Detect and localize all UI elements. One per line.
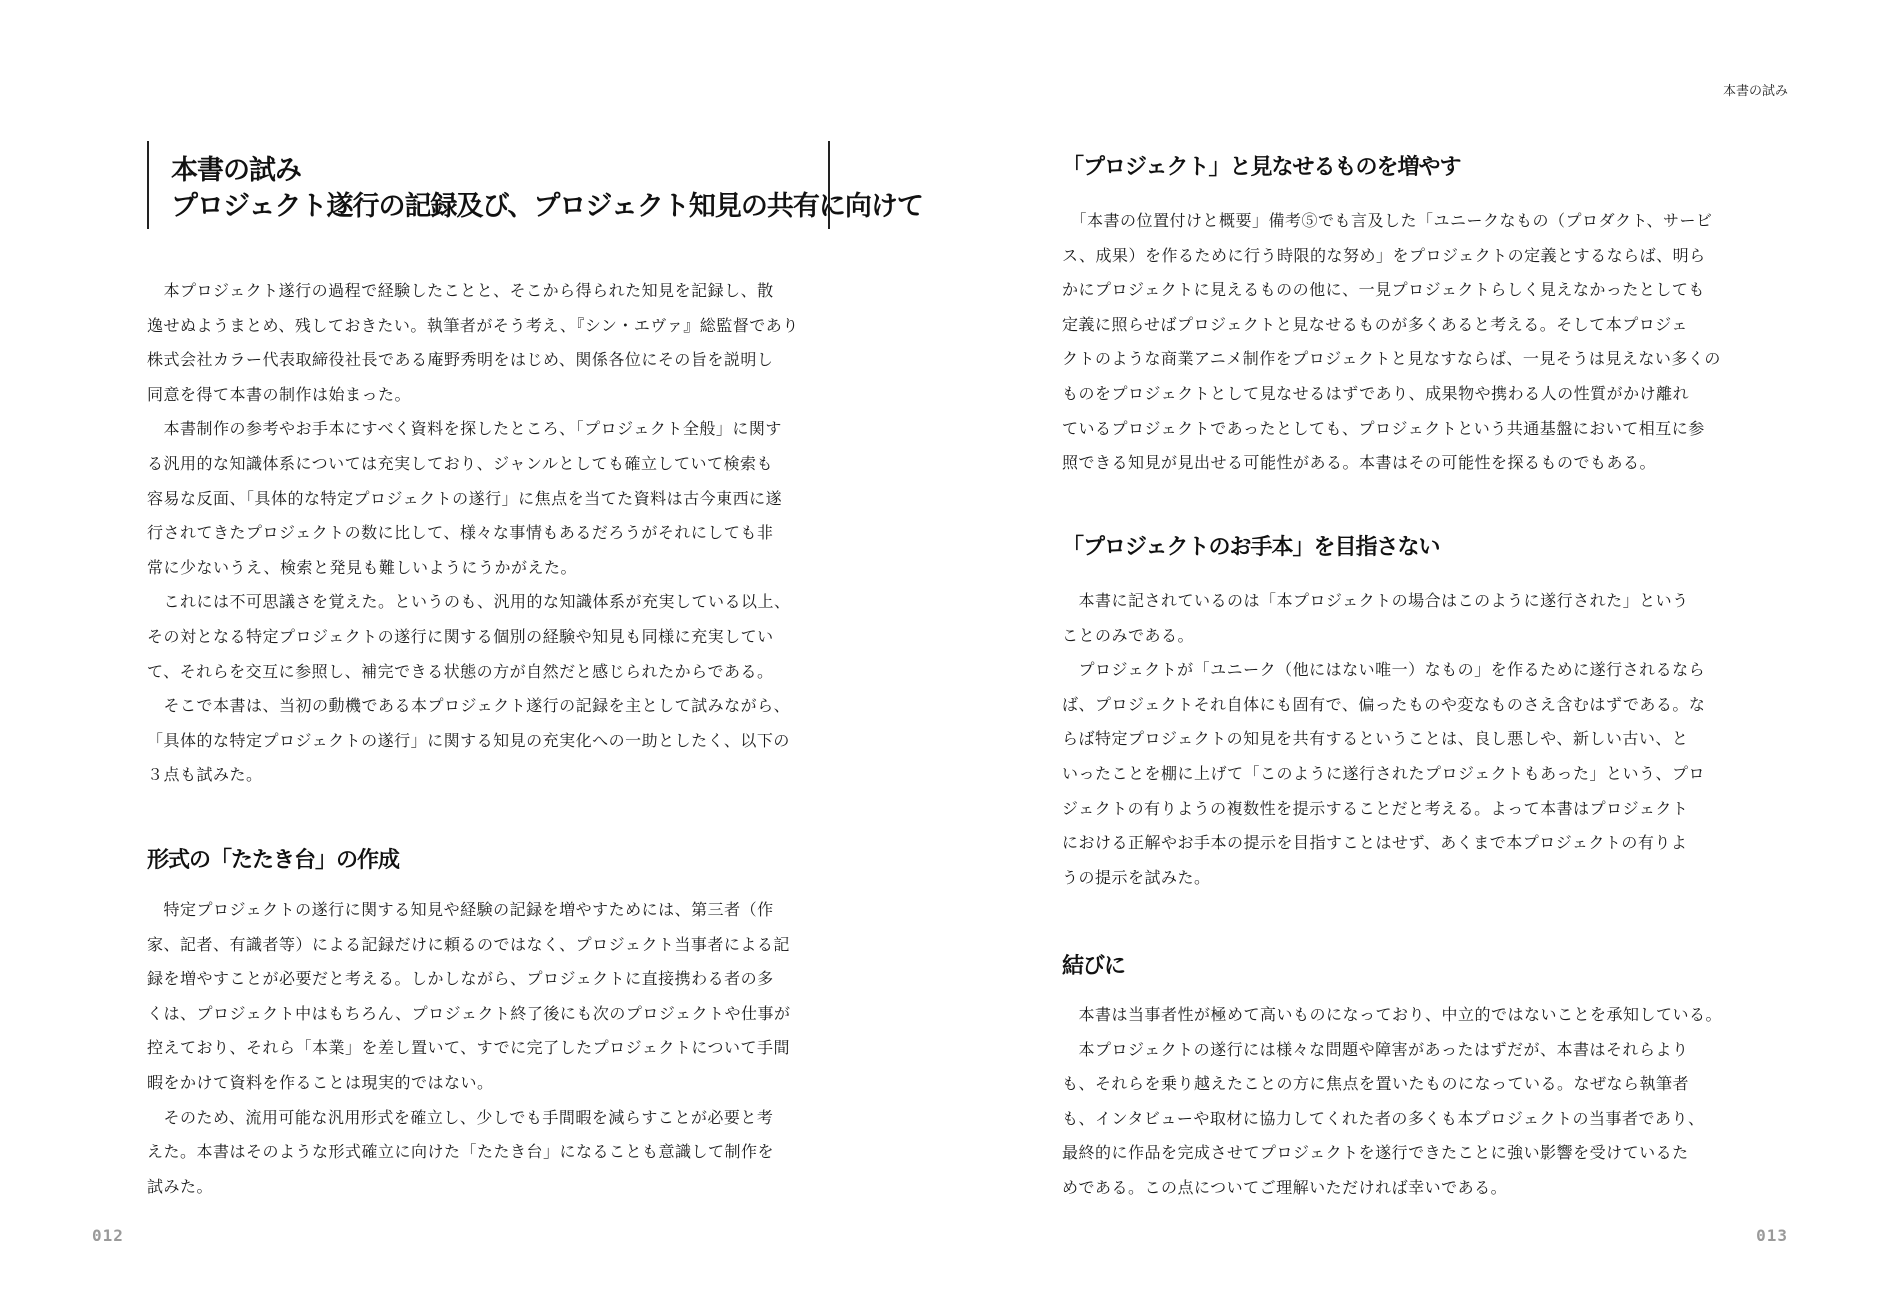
body-line: る汎用的な知識体系については充実しており、ジャンルとしても確立していて検索も xyxy=(147,453,773,473)
section-heading: 「プロジェクトのお手本」を目指さない xyxy=(1062,535,1440,560)
body-line: も、それらを乗り越えたことの方に焦点を置いたものになっている。なぜなら執筆者 xyxy=(1062,1074,1690,1094)
section-heading-block xyxy=(1062,153,1461,183)
body-line: そのため、流用可能な汎用形式を確立し、少しでも手間暇を減らすことが必要と考 xyxy=(147,1107,774,1127)
body-line: 株式会社カラー代表取締役社長である庵野秀明をはじめ、関係各位にその旨を説明し xyxy=(147,350,774,370)
body-line: も、インタビューや取材に協力してくれた者の多くも本プロジェクトの当事者であり、 xyxy=(1062,1108,1705,1128)
body-line: ３点も試みた。 xyxy=(147,765,263,785)
body-line: 容易な反面、「具体的な特定プロジェクトの遂行」に焦点を当てた資料は古今東西に遂 xyxy=(147,488,783,508)
section1-body xyxy=(147,893,791,1204)
body-line: ものをプロジェクトとして見なせるはずであり、成果物や携わる人の性質がかけ離れ xyxy=(1062,383,1690,403)
body-line: 家、記者、有識者等）による記録だけに頼るのではなく、プロジェクト当事者による記 xyxy=(147,934,790,954)
body-line: かにプロジェクトに見えるものの他に、一見プロジェクトらしく見えなかったとしても xyxy=(1062,280,1705,300)
right-page xyxy=(940,0,1880,1300)
body-line: 逸せぬようまとめ、残しておきたい。執筆者がそう考え、『シン・エヴァ』総監督であり xyxy=(147,315,799,335)
body-line: くは、プロジェクト中はもちろん、プロジェクト終了後にも次のプロジェクトや仕事が xyxy=(147,1003,791,1023)
body-line: 控えており、それら「本業」を差し置いて、すでに完了したプロジェクトについて手間 xyxy=(147,1038,791,1058)
body-line: えた。本書はそのような形式確立に向けた「たたき台」になることも意識して制作を xyxy=(147,1142,775,1162)
body-line: これには不可思議さを覚えた。というのも、汎用的な知識体系が充実している以上、 xyxy=(147,592,791,612)
section-heading: 「プロジェクト」と見なせるものを増やす xyxy=(1062,155,1461,180)
body-line: うの提示を試みた。 xyxy=(1062,867,1211,887)
section4-body xyxy=(1062,998,1722,1206)
chapter-title-box xyxy=(147,141,923,229)
body-line: ているプロジェクトであったとしても、プロジェクトという共通基盤において相互に参 xyxy=(1062,418,1705,438)
body-line: 同意を得て本書の制作は始まった。 xyxy=(147,384,412,404)
page-number: 013 xyxy=(1756,1226,1788,1245)
body-line: 照できる知見が見出せる可能性がある。本書はその可能性を探るものでもある。 xyxy=(1062,453,1657,473)
body-line: における正解やお手本の提示を目指すことはせず、あくまで本プロジェクトの有りよ xyxy=(1062,833,1688,853)
body-line: ス、成果）を作るために行う時限的な努め」をプロジェクトの定義とするならば、明ら xyxy=(1062,245,1706,265)
body-line: 「本書の位置付けと概要」備考⑤でも言及した「ユニークなもの（プロダクト、サービ xyxy=(1062,211,1713,230)
section-heading-block xyxy=(147,846,399,876)
body-line: 本書は当事者性が極めて高いものになっており、中立的ではないことを承知している。 xyxy=(1062,1005,1723,1024)
section-heading-block xyxy=(1062,952,1125,982)
body-line: そこで本書は、当初の動機である本プロジェクト遂行の記録を主として試みながら、 xyxy=(147,696,791,716)
section-heading: 結びに xyxy=(1062,954,1126,979)
body-line: クトのような商業アニメ制作をプロジェクトと見なすならば、一見そうは見えない多くの xyxy=(1062,349,1721,369)
body-line: ジェクトの有りようの複数性を提示することだと考える。よって本書はプロジェクト xyxy=(1062,798,1689,818)
body-line: 「具体的な特定プロジェクトの遂行」に関する知見の充実化への一助としたく、以下の xyxy=(147,730,790,750)
body-line: ことのみである。 xyxy=(1062,625,1195,645)
body-line: 録を増やすことが必要だと考える。しかしながら、プロジェクトに直接携わる者の多 xyxy=(147,969,774,989)
body-line: 試みた。 xyxy=(147,1176,214,1196)
body-line: めである。この点についてご理解いただければ幸いである。 xyxy=(1062,1177,1508,1197)
chapter-subtitle: プロジェクト遂行の記録及び、プロジェクト知見の共有に向けて xyxy=(171,191,923,222)
body-line: 本書制作の参考やお手本にすべく資料を探したところ、「プロジェクト全般」に関す xyxy=(147,419,782,439)
body-line: らば特定プロジェクトの知見を共有するということは、良し悪しや、新しい古い、と xyxy=(1062,729,1689,749)
intro-body xyxy=(147,274,799,793)
body-line: 本書に記されているのは「本プロジェクトの場合はこのように遂行された」という xyxy=(1062,591,1689,610)
page-number: 012 xyxy=(92,1226,124,1245)
body-line: 本プロジェクト遂行の過程で経験したことと、そこから得られた知見を記録し、散 xyxy=(147,281,774,300)
body-line: 定義に照らせばプロジェクトと見なせるものが多くあると考える。そして本プロジェ xyxy=(1062,314,1688,334)
body-line: 行されてきたプロジェクトの数に比して、様々な事情もあるだろうがそれにしても非 xyxy=(147,523,774,543)
body-line: 特定プロジェクトの遂行に関する知見や経験の記録を増やすためには、第三者（作 xyxy=(147,900,774,919)
body-line: いったことを棚に上げて「このように遂行されたプロジェクトもあった」という、プロ xyxy=(1062,763,1706,783)
section3-body xyxy=(1062,584,1705,895)
body-line: 最終的に作品を完成させてプロジェクトを遂行できたことに強い影響を受けているた xyxy=(1062,1143,1689,1163)
body-line: て、それらを交互に参照し、補完できる状態の方が自然だと感じられたからである。 xyxy=(147,661,774,681)
chapter-title: 本書の試み xyxy=(171,155,301,186)
body-line: 暇をかけて資料を作ることは現実的ではない。 xyxy=(147,1072,494,1092)
section2-body xyxy=(1062,204,1721,481)
section-heading-block xyxy=(1062,533,1440,563)
running-head: 本書の試み xyxy=(1722,84,1788,99)
body-line: その対となる特定プロジェクトの遂行に関する個別の経験や知見も同様に充実してい xyxy=(147,626,774,646)
body-line: プロジェクトが「ユニーク（他にはない唯一）なもの」を作るために遂行されるなら xyxy=(1062,660,1706,680)
body-line: 本プロジェクトの遂行には様々な問題や障害があったはずだが、本書はそれらより xyxy=(1062,1039,1689,1059)
section-heading: 形式の「たたき台」の作成 xyxy=(147,848,400,873)
body-line: ば、プロジェクトそれ自体にも固有で、偏ったものや変なものさえ含むはずである。な xyxy=(1062,694,1706,714)
body-line: 常に少ないうえ、検索と発見も難しいようにうかがえた。 xyxy=(147,557,577,577)
